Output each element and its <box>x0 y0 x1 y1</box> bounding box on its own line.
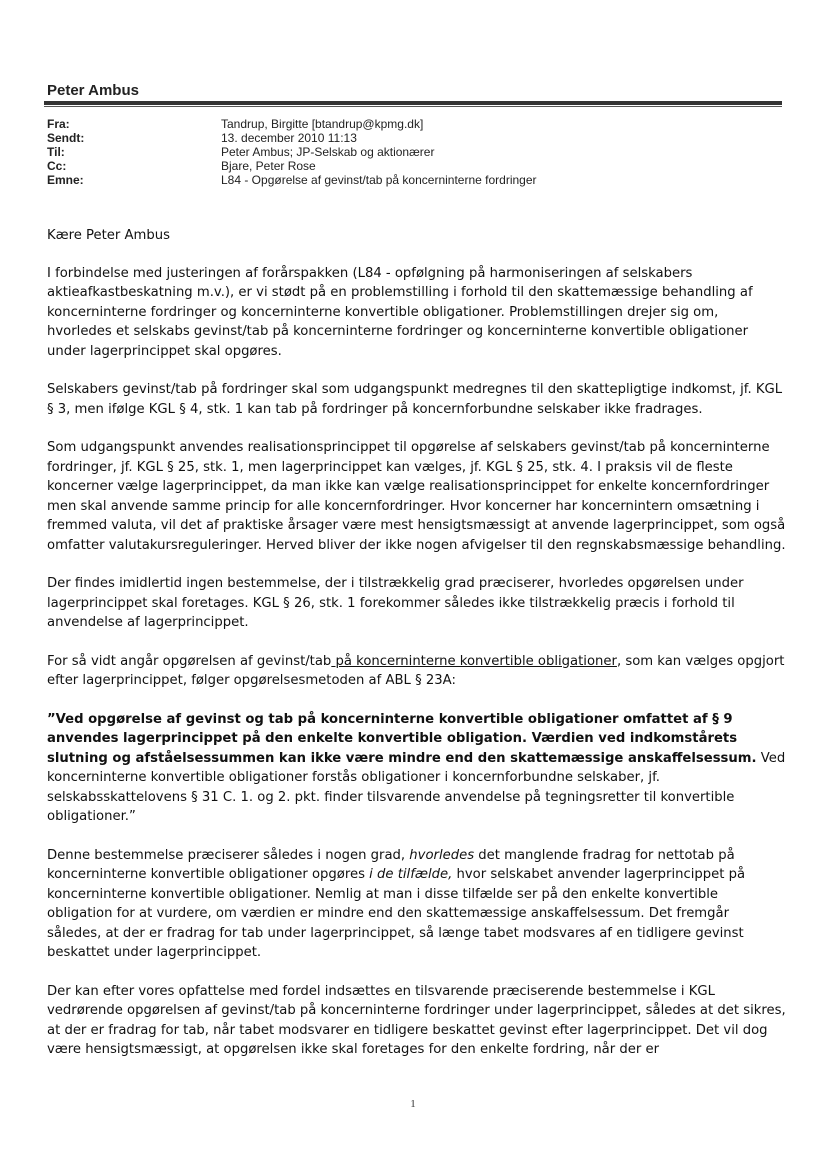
sendt-value: 13. december 2010 11:13 <box>221 131 357 145</box>
page-number: 1 <box>410 1098 416 1110</box>
clarification-text-a: Denne bestemmelse præciserer således i nogen grad, <box>47 847 410 863</box>
cc-label: Cc: <box>47 159 67 173</box>
header-row-til <box>47 145 781 159</box>
paragraph-gain-loss: Selskabers gevinst/tab på fordringer skal som udgangspunkt medregnes til den skattepligtige indkomst, jf. KGL § 3, men ifølge KGL § 4, stk. 1 kan tab på fordringer på koncernforbundne selskaber ikke fradrages. <box>47 382 783 417</box>
header-rule <box>44 101 782 105</box>
sendt-label: Sendt: <box>47 131 85 145</box>
salutation: Kære Peter Ambus <box>47 228 170 243</box>
paragraph-clarification <box>47 846 787 963</box>
paragraph-convertible <box>47 652 787 691</box>
convertible-underlined: på koncerninterne konvertible obligationer <box>331 653 617 669</box>
clarification-italic-1: hvorledes <box>409 847 475 863</box>
email-header <box>47 117 781 187</box>
cc-value: Bjare, Peter Rose <box>221 159 316 173</box>
header-row-sendt <box>47 131 781 145</box>
email-body <box>47 226 787 1079</box>
paragraph-convertible-tail: , som kan vælges opgjort efter lagerprincippet, følger opgørelsesmetoden af ABL § 23A: <box>47 653 785 688</box>
header-row-cc <box>47 159 781 173</box>
sender-name: Peter Ambus <box>47 82 139 99</box>
quote-abl-23a <box>47 710 787 827</box>
emne-value: L84 - Opgørelse af gevinst/tab på koncerninterne fordringer <box>221 173 537 187</box>
til-label: Til: <box>47 145 65 159</box>
clarification-text-b: det manglende fradrag for nettotab på koncerninterne konvertible obligationer opgøres <box>47 847 735 882</box>
header-row-fra <box>47 117 781 131</box>
til-value: Peter Ambus; JP-Selskab og aktionærer <box>221 145 435 159</box>
clarification-italic-2: i de tilfælde, <box>369 867 453 882</box>
quote-bold: ”Ved opgørelse af gevinst og tab på koncerninterne konvertible obligationer omfattet af § 9 anvendes lagerprincippet på den enkelte konvertible obligation. Værdien ved indkomstårets slutning og afståelsessummen kan ikke være mindre end den skattemæssige anskaffelsessum. <box>47 711 757 766</box>
paragraph-proposal: Der kan efter vores opfattelse med fordel indsættes en tilsvarende præciserende bestemmelse i KGL vedrørende opgørelsen af gevinst/tab på koncerninterne fordringer under lagerprincippet, således at det sikres, at der er fradrag for tab, når tabet modsvarer en tidligere beskattet gevinst efter lagerprincippet. Det vil dog være hensigtsmæssigt, at opgørelsen ikke skal foretages for den enkelte fordring, når der er <box>47 983 786 1057</box>
quote-rest: Ved koncerninterne konvertible obligationer forstås obligationer i koncernforbundne selskaber, jf. selskabsskattelovens § 31 C. 1. og 2. pkt. finder tilsvarende anvendelse på tegningsretter til konvertible obligationer.” <box>47 750 786 824</box>
fra-value: Tandrup, Birgitte [btandrup@kpmg.dk] <box>221 117 424 131</box>
paragraph-no-provision: Der findes imidlertid ingen bestemmelse, der i tilstrækkelig grad præciserer, hvorledes opgørelsen under lagerprincippet skal foretages. KGL § 26, stk. 1 forekommer således ikke tilstrækkelig præcis i forhold til anvendelse af lagerprincippet. <box>47 576 744 630</box>
paragraph-realisation: Som udgangspunkt anvendes realisationsprincippet til opgørelse af selskabers gevinst/tab på koncerninterne fordringer, jf. KGL § 25, stk. 1, men lagerprincippet kan vælges, jf. KGL § 25, stk. 4. I praksis vil de fleste koncerner vælge lagerprincippet, da man ikke kan vælge realisationsprincippet for enkelte koncernfordringer men skal anvende samme princip for alle koncernfordringer. Hvor koncerner har koncernintern omsætning i fremmed valuta, vil det af praktiske årsager være mest hensigtsmæssigt at anvende lagerprincippet, som også omfatter valutakursreguleringer. Herved bliver der ikke nogen afvigelser til den regnskabsmæssige behandling. <box>47 440 786 553</box>
fra-label: Fra: <box>47 117 70 131</box>
paragraph-convertible-text: For så vidt angår opgørelsen af gevinst/tab <box>47 653 332 669</box>
clarification-text-c: hvor selskabet anvender lagerprincippet på koncerninterne konvertible obligationer. Nemlig at man i disse tilfælde ser på den enkelte konvertible obligation for at vurdere, om værdien er mindre end den skattemæssige anskaffelsessum. Det fremgår således, at der er fradrag for tab under lagerprincippet, så længe tabet modsvares af en tidligere gevinst beskattet under lagerprincippet. <box>47 867 746 960</box>
header-rule-thin <box>44 106 782 107</box>
header-row-emne <box>47 173 781 187</box>
emne-label: Emne: <box>47 173 84 187</box>
paragraph-intro: I forbindelse med justeringen af forårspakken (L84 - opfølgning på harmoniseringen af selskabers aktieafkastbeskatning m.v.), er vi stødt på en problemstilling i forhold til den skattemæssige behandling af koncerninterne fordringer og koncerninterne konvertible obligationer. Problemstillingen drejer sig om, hvorledes et selskabs gevinst/tab på koncerninterne fordringer og koncerninterne konvertible obligationer under lagerprincippet skal opgøres. <box>47 265 753 359</box>
